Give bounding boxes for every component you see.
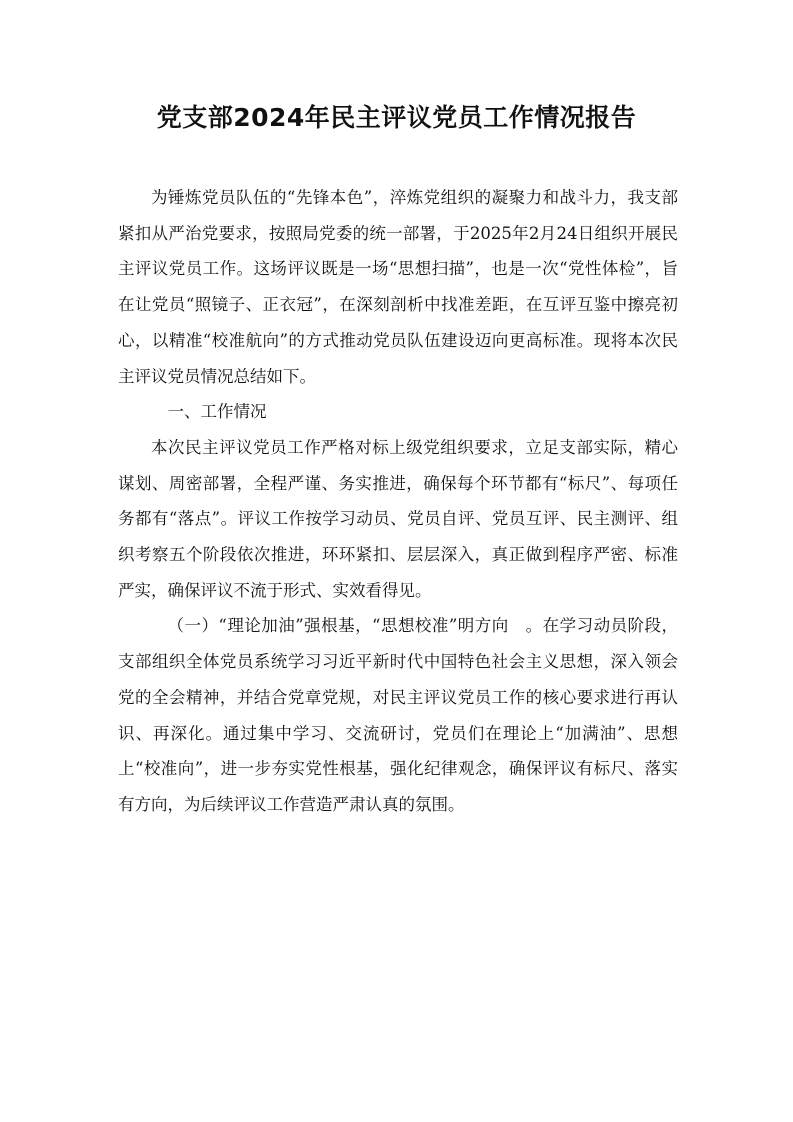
- subsection-paragraph: （一）“理论加油”强根基，“思想校准”明方向 。在学习动员阶段，支部组织全体党员系统学习习近平新时代中国特色社会主义思想，深入领会党的全会精神，并结合党章党规，对民主评议党员工作的核心要求进行再认识、再深化。通过集中学习、交流研讨，党员们在理论上“加满油”、思想上“校准向”，进一步夯实党性根基，强化纪律观念，确保评议有标尺、落实有方向，为后续评议工作营造严肃认真的氛围。: [118, 616, 678, 814]
- intro-paragraph: 为锤炼党员队伍的“先锋本色”，淬炼党组织的凝聚力和战斗力，我支部紧扣从严治党要求，按照局党委的统一部署，于2025年2月24日组织开展民主评议党员工作。这场评议既是一场“思想扫描”，也是一次“党性体检”，旨在让党员“照镜子、正衣冠”，在深刻剖析中找准差距，在互评互鉴中擦亮初心，以精准“校准航向”的方式推动党员队伍建设迈向更高标准。现将本次民主评议党员情况总结如下。: [118, 188, 678, 386]
- document-title: 党支部2024年民主评议党员工作情况报告: [156, 103, 637, 132]
- section-heading: 一、工作情况: [167, 402, 267, 422]
- work-overview-paragraph: 本次民主评议党员工作严格对标上级党组织要求，立足支部实际，精心谋划、周密部署，全程严谨、务实推进，确保每个环节都有“标尺”、每项任务都有“落点”。评议工作按学习动员、党员自评、党员互评、民主测评、组织考察五个阶段依次推进，环环紧扣、层层深入，真正做到程序严密、标准严实，确保评议不流于形式、实效看得见。: [118, 437, 678, 600]
- document-body: [118, 180, 678, 823]
